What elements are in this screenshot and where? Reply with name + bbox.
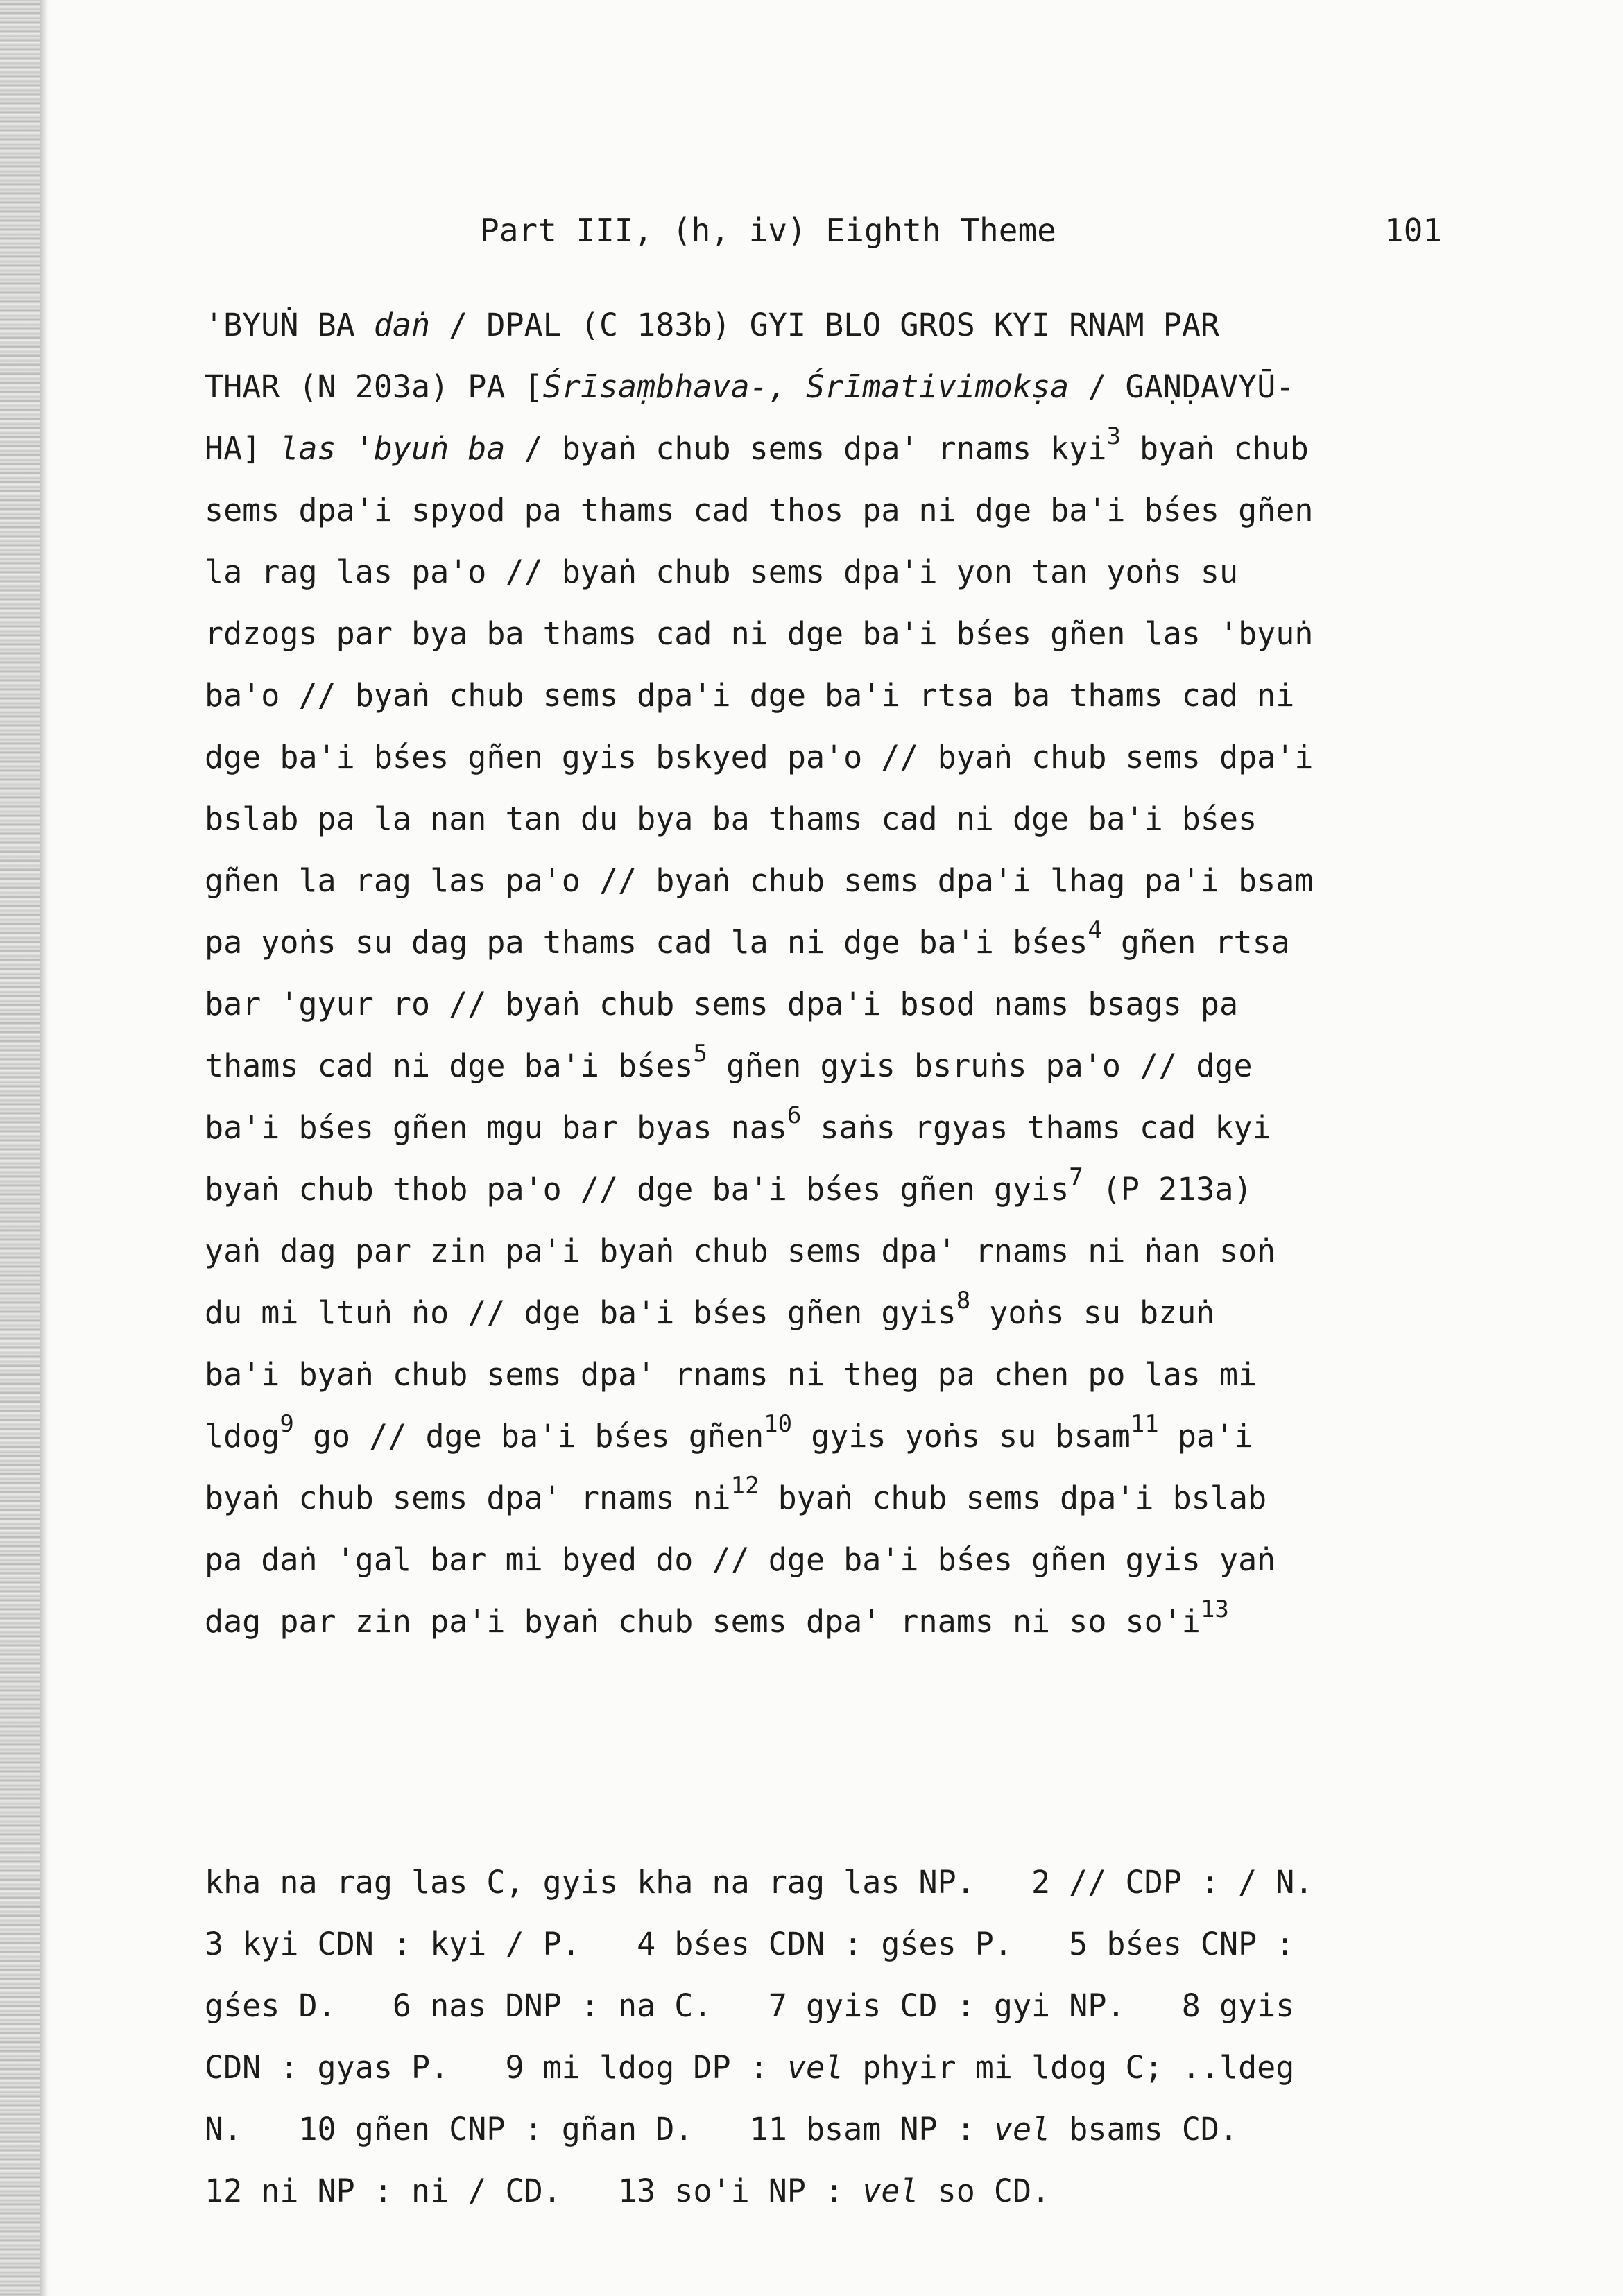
footnote-marker: 4 [1088, 916, 1102, 944]
footnote-marker: 13 [1200, 1595, 1229, 1623]
text-line: du mi ltuṅ ṅo // dge ba'i bśes gñen gyis$^8$ yoṅs su bzuṅ [205, 1287, 1215, 1331]
text-line: sems dpa'i spyod pa thams cad thos pa ni dge ba'i bśes gñen [205, 492, 1314, 529]
footnote-marker: 5 [693, 1040, 707, 1068]
text-line: rdzogs par bya ba thams cad ni dge ba'i bśes gñen las 'byuṅ [205, 615, 1314, 652]
footnote-marker: 6 [787, 1102, 802, 1129]
footnote-marker: 11 [1130, 1410, 1159, 1438]
italic-term: las 'byuṅ ba [280, 430, 506, 467]
italic-vel: vel [862, 2173, 919, 2209]
text-line: dge ba'i bśes gñen gyis bskyed pa'o // byaṅ chub sems dpa'i [205, 739, 1314, 776]
note-line: gśes D. 6 nas DNP : na C. 7 gyis CD : gyi NP. 8 gyis [205, 1987, 1295, 2024]
italic-term: daṅ [373, 307, 431, 343]
text-line: ba'i bśes gñen mgu bar byas nas$^6$ saṅs rgyas thams cad kyi [205, 1102, 1271, 1146]
footnote-marker: 12 [730, 1472, 759, 1500]
main-text [205, 294, 1488, 1652]
text-line: HA] las 'byuṅ ba / byaṅ chub sems dpa' rnams kyi$^3$ byaṅ chub [205, 422, 1309, 467]
running-header [0, 212, 1623, 260]
note-line: CDN : gyas P. 9 mi ldog DP : vel phyir mi ldog C; ..ldeg [205, 2049, 1295, 2086]
text-line: ba'i byaṅ chub sems dpa' rnams ni theg pa chen po las mi [205, 1356, 1257, 1393]
scan-binding-shadow [0, 0, 40, 2296]
italic-term: Śrīsaṃbhava-, Śrīmativimokṣa [542, 368, 1070, 405]
text-line: 'BYUṄ BA daṅ / DPAL (C 183b) GYI BLO GROS KYI RNAM PAR [205, 307, 1220, 343]
text-line: ba'o // byaṅ chub sems dpa'i dge ba'i rtsa ba thams cad ni [205, 677, 1295, 714]
footnote-marker: 3 [1106, 422, 1121, 450]
text-line: dag par zin pa'i byaṅ chub sems dpa' rnams ni so $so'i^{13}$ [205, 1595, 1229, 1640]
text-line: yaṅ dag par zin pa'i byaṅ chub sems dpa' rnams ni ṅan soṅ [205, 1233, 1276, 1269]
text-line: pa daṅ 'gal bar mi byed do // dge ba'i bśes gñen gyis yaṅ [205, 1541, 1276, 1578]
text-line: ldog$^9$ go // dge ba'i bśes gñen$^{10}$ gyis yoṅs su bsam$^{11}$ pa'i [205, 1410, 1253, 1455]
note-line: 3 kyi CDN : kyi / P. 4 bśes CDN : gśes P. 5 bśes CNP : [205, 1926, 1295, 1962]
text-line: bslab pa la nan tan du bya ba thams cad ni dge ba'i bśes [205, 800, 1257, 837]
text-line: gñen la rag las pa'o // byaṅ chub sems dpa'i lhag pa'i bsam [205, 862, 1314, 899]
footnote-marker: 8 [956, 1287, 971, 1314]
text-line: bar 'gyur ro // byaṅ chub sems dpa'i bsod nams bsags pa [205, 986, 1239, 1022]
italic-vel: vel [993, 2111, 1051, 2148]
note-line: 12 ni NP : ni / CD. 13 so'i NP : vel so CD. [205, 2173, 1051, 2209]
critical-apparatus [205, 1852, 1488, 2222]
footnote-marker: 10 [764, 1410, 793, 1438]
text-line: byaṅ chub thob pa'o // dge ba'i bśes gñen gyis$^7$ (P 213a) [205, 1163, 1253, 1208]
note-line: kha na rag las C, gyis kha na rag las NP. 2 // CDP : / N. [205, 1864, 1314, 1901]
footnote-marker: 9 [280, 1410, 294, 1438]
page-number: 101 [1384, 212, 1443, 249]
text-line: THAR (N 203a) PA [Śrīsaṃbhava-, Śrīmativimokṣa / GAṆḌAVYŪ- [205, 368, 1295, 405]
italic-vel: vel [787, 2049, 844, 2086]
note-line: N. 10 gñen CNP : gñan D. 11 bsam NP : vel bsams CD. [205, 2111, 1239, 2148]
scan-binding-edge [40, 0, 49, 2296]
footnote-marker: 7 [1069, 1163, 1083, 1191]
running-title: Part III, (h, iv) Eighth Theme [480, 212, 1056, 249]
text-line: pa yoṅs su dag pa thams cad la ni dge ba'i bśes$^4$ gñen rtsa [205, 916, 1290, 961]
text-line: thams cad ni dge ba'i bśes$^5$ gñen gyis bsruṅs pa'o // dge [205, 1040, 1253, 1084]
text-line: la rag las pa'o // byaṅ chub sems dpa'i yon tan yoṅs su [205, 554, 1239, 590]
text-line: byaṅ chub sems dpa' rnams $ni^{12}$ byaṅ chub sems dpa'i bslab [205, 1472, 1267, 1516]
